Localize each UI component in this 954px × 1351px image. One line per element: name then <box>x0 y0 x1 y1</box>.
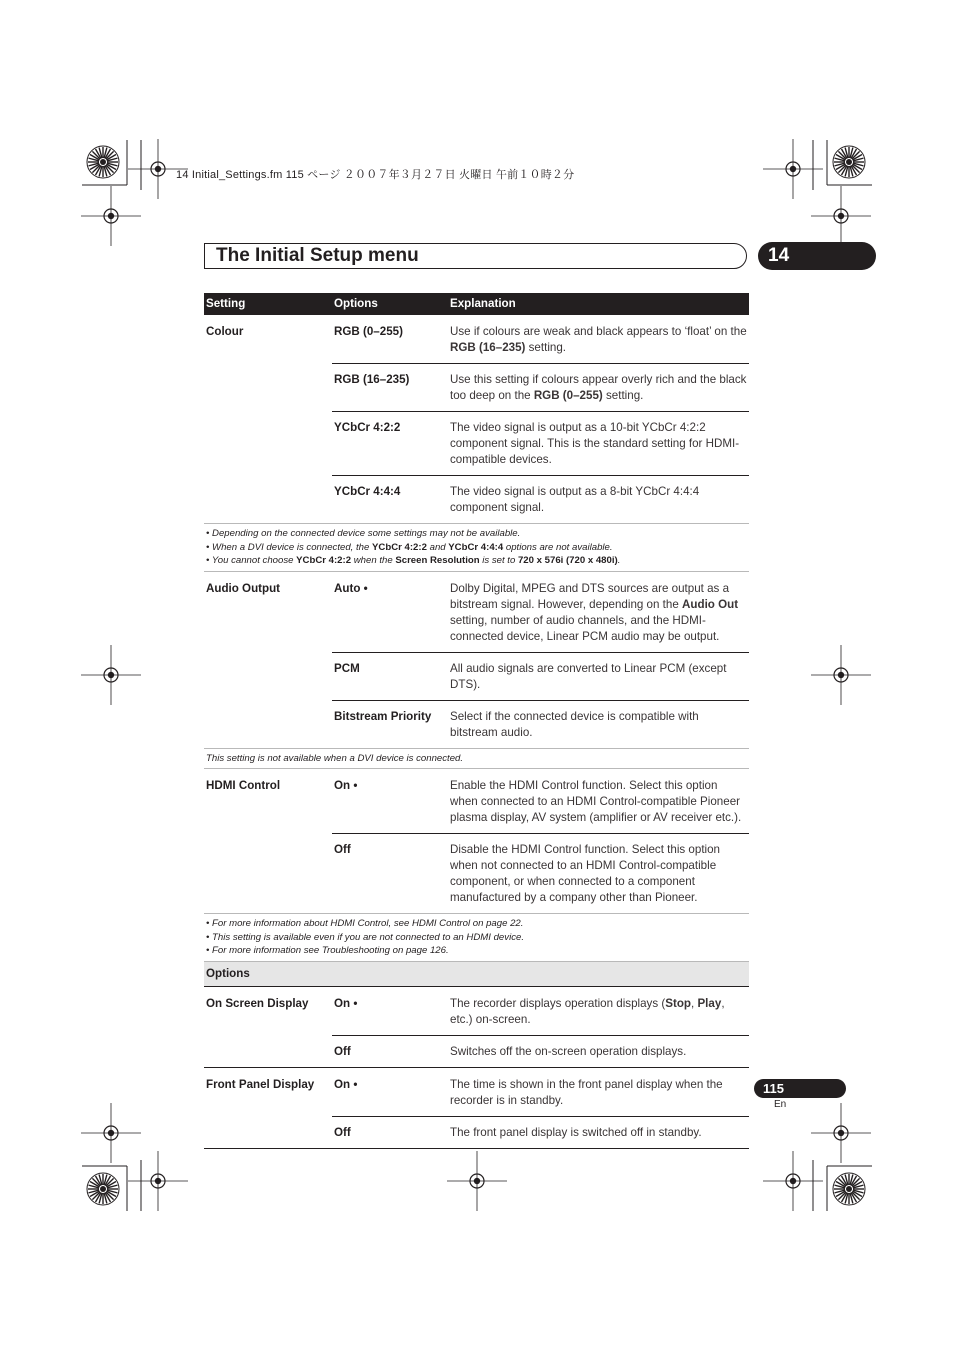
note-line: • When a DVI device is connected, the YCbCr 4:2:2 and YCbCr 4:4:4 options are not available. <box>206 541 747 555</box>
table-row <box>204 571 749 652</box>
note-line: • For more information see Troubleshooting on page 126. <box>206 944 747 958</box>
explanation: Use this setting if colours appear overly rich and the black too deep on the RGB (0–255) setting. <box>448 364 749 412</box>
header-setting: Setting <box>204 293 332 315</box>
note-line: This setting is not available when a DVI device is connected. <box>204 748 749 769</box>
option-label: Off <box>332 1035 448 1067</box>
option-label: YCbCr 4:4:4 <box>332 476 448 524</box>
option-label: YCbCr 4:2:2 <box>332 412 448 476</box>
corner-mark-bottom-right <box>763 1103 872 1211</box>
table-row <box>204 769 749 834</box>
option-label: On • <box>334 1077 358 1091</box>
options-subheader: Options <box>204 961 749 986</box>
explanation: Use if colours are weak and black appears to ‘float’ on the RGB (16–235) setting. <box>450 325 747 354</box>
explanation: Disable the HDMI Control function. Select this option when not connected to an HDMI Control-compatible component, or when connected to a component manufactured by a company other than Pioneer. <box>448 834 749 914</box>
note-line: • Depending on the connected device some settings may not be available. <box>206 527 747 541</box>
corner-mark-top-left <box>81 139 188 246</box>
note-line: • You cannot choose YCbCr 4:2:2 when the Screen Resolution is set to 720 x 576i (720 x 480i). <box>206 554 747 568</box>
option-label: RGB (16–235) <box>332 364 448 412</box>
setting-hdmi-control: HDMI Control <box>206 779 281 792</box>
option-label: Auto • <box>334 581 368 595</box>
explanation: Enable the HDMI Control function. Select this option when connected to an HDMI Control-compatible Pioneer plasma display, AV system (amplifier or AV receiver etc.). <box>450 779 742 824</box>
table-note <box>204 748 749 769</box>
explanation: Select if the connected device is compatible with bitstream audio. <box>448 700 749 748</box>
bottom-center-mark <box>447 1151 507 1211</box>
table-note <box>204 524 749 572</box>
page-title: The Initial Setup menu <box>216 245 419 266</box>
file-info: 14 Initial_Settings.fm 115 ページ ２００７年３月２７日 火曜日 午前１０時２分 <box>176 169 575 181</box>
table-note <box>204 914 749 962</box>
header-explanation: Explanation <box>448 293 749 315</box>
note-line: • This setting is available even if you are not connected to an HDMI device. <box>206 931 747 945</box>
option-label: RGB (0–255) <box>334 325 403 338</box>
table-row <box>204 1067 749 1116</box>
page-language: En <box>774 1099 787 1110</box>
option-label: On • <box>334 779 358 792</box>
side-mark-right <box>811 645 871 705</box>
setting-audio-output: Audio Output <box>206 581 281 595</box>
table-row <box>204 986 749 1035</box>
explanation: The recorder displays operation displays (Stop, Play, etc.) on-screen. <box>450 996 725 1026</box>
explanation: The time is shown in the front panel display when the recorder is in standby. <box>450 1077 723 1107</box>
corner-mark-top-right <box>763 139 872 246</box>
explanation: The video signal is output as a 10-bit YCbCr 4:2:2 component signal. This is the standard setting for HDMI-compatible devices. <box>448 412 749 476</box>
corner-mark-bottom-left <box>81 1103 188 1211</box>
explanation: Dolby Digital, MPEG and DTS sources are output as a bitstream signal. However, depending on the Audio Out setting, number of audio channels, and the HDMI-connected device, Linear PCM audio may be output. <box>450 581 739 643</box>
options-subheader-row <box>204 961 749 986</box>
explanation: The front panel display is switched off in standby. <box>448 1116 749 1148</box>
option-label: Off <box>332 834 448 914</box>
header-options: Options <box>332 293 448 315</box>
option-label: PCM <box>332 652 448 700</box>
setting-on-screen-display: On Screen Display <box>204 986 332 1067</box>
option-label: Bitstream Priority <box>332 700 448 748</box>
settings-table <box>204 293 749 1149</box>
option-label: On • <box>334 996 358 1010</box>
setting-colour: Colour <box>206 325 244 338</box>
table-header-row <box>204 293 749 315</box>
note-line: • For more information about HDMI Control, see HDMI Control on page 22. <box>206 917 747 931</box>
explanation: All audio signals are converted to Linear PCM (except DTS). <box>448 652 749 700</box>
option-label: Off <box>332 1116 448 1148</box>
page-number: 115 <box>754 1079 846 1098</box>
explanation: The video signal is output as a 8-bit YCbCr 4:4:4 component signal. <box>448 476 749 524</box>
table-row <box>204 315 749 364</box>
explanation: Switches off the on-screen operation displays. <box>448 1035 749 1067</box>
setting-front-panel-display: Front Panel Display <box>204 1067 332 1148</box>
chapter-tab: 14 <box>758 242 876 270</box>
side-mark-left <box>81 645 141 705</box>
